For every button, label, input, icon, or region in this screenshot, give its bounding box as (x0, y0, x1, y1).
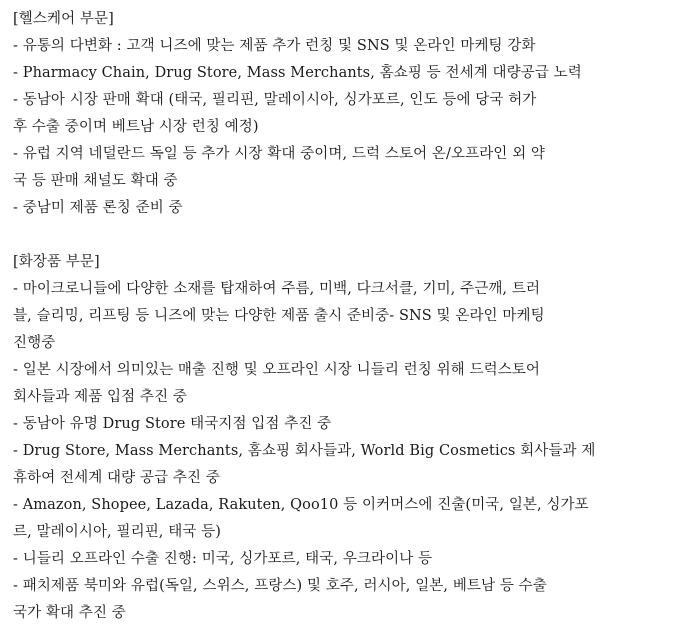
cosmetics-line: 블, 슬리밍, 리프팅 등 니즈에 맞는 다양한 제품 출시 준비중- SNS 및 온라인 마케팅 (13, 308, 545, 324)
healthcare-line: - 유통의 다변화 : 고객 니즈에 맞는 제품 추가 런칭 및 SNS 및 온라인 마케팅 강화 (13, 38, 536, 54)
cosmetics-line: - 니들리 오프라인 수출 진행: 미국, 싱가포르, 태국, 우크라이나 등 (13, 551, 433, 567)
cosmetics-line: - 동남아 유명 Drug Store 태국지점 입점 추진 중 (13, 416, 332, 432)
cosmetics-line: - 일본 시장에서 의미있는 매출 진행 및 오프라인 시장 니들리 런칭 위해 드럭스토어 (13, 362, 541, 378)
cosmetics-heading: [화장품 부문] (13, 254, 100, 270)
healthcare-line: - 중남미 제품 론칭 준비 중 (13, 200, 183, 216)
healthcare-line: 국 등 판매 채널도 확대 중 (13, 173, 178, 189)
healthcare-line: - Pharmacy Chain, Drug Store, Mass Merchants, 홈쇼핑 등 전세계 대량공급 노력 (13, 65, 582, 81)
cosmetics-line: - Drug Store, Mass Merchants, 홈쇼핑 회사들과, World Big Cosmetics 회사들과 제 (13, 443, 596, 459)
cosmetics-line: 진행중 (13, 335, 56, 351)
cosmetics-line: - 패치제품 북미와 유럽(독일, 스위스, 프랑스) 및 호주, 러시아, 일본, 베트남 등 수출 (13, 578, 547, 594)
cosmetics-line: - 마이크로니들에 다양한 소재를 탑재하여 주름, 미백, 다크서클, 기미, 주근깨, 트러 (13, 281, 541, 297)
cosmetics-line: 휴하여 전세계 대량 공급 추진 중 (13, 470, 220, 486)
cosmetics-line: 국가 확대 추진 중 (13, 605, 126, 621)
healthcare-line: 후 수출 중이며 베트남 시장 런칭 예정) (13, 119, 259, 135)
cosmetics-line: 르, 말레이시아, 필리핀, 태국 등) (13, 524, 222, 540)
healthcare-line: - 동남아 시장 판매 확대 (태국, 필리핀, 말레이시아, 싱가포르, 인도 등에 당국 허가 (13, 92, 537, 108)
cosmetics-line: 회사들과 제품 입점 추진 중 (13, 389, 188, 405)
cosmetics-line: - Amazon, Shopee, Lazada, Rakuten, Qoo10 등 이커머스에 진출(미국, 일본, 싱가포 (13, 497, 589, 513)
section-gap (13, 222, 684, 249)
healthcare-line: - 유럽 지역 네덜란드 독일 등 추가 시장 확대 중이며, 드럭 스토어 온/오프라인 외 약 (13, 146, 546, 162)
healthcare-heading: [헬스케어 부문] (13, 11, 114, 27)
